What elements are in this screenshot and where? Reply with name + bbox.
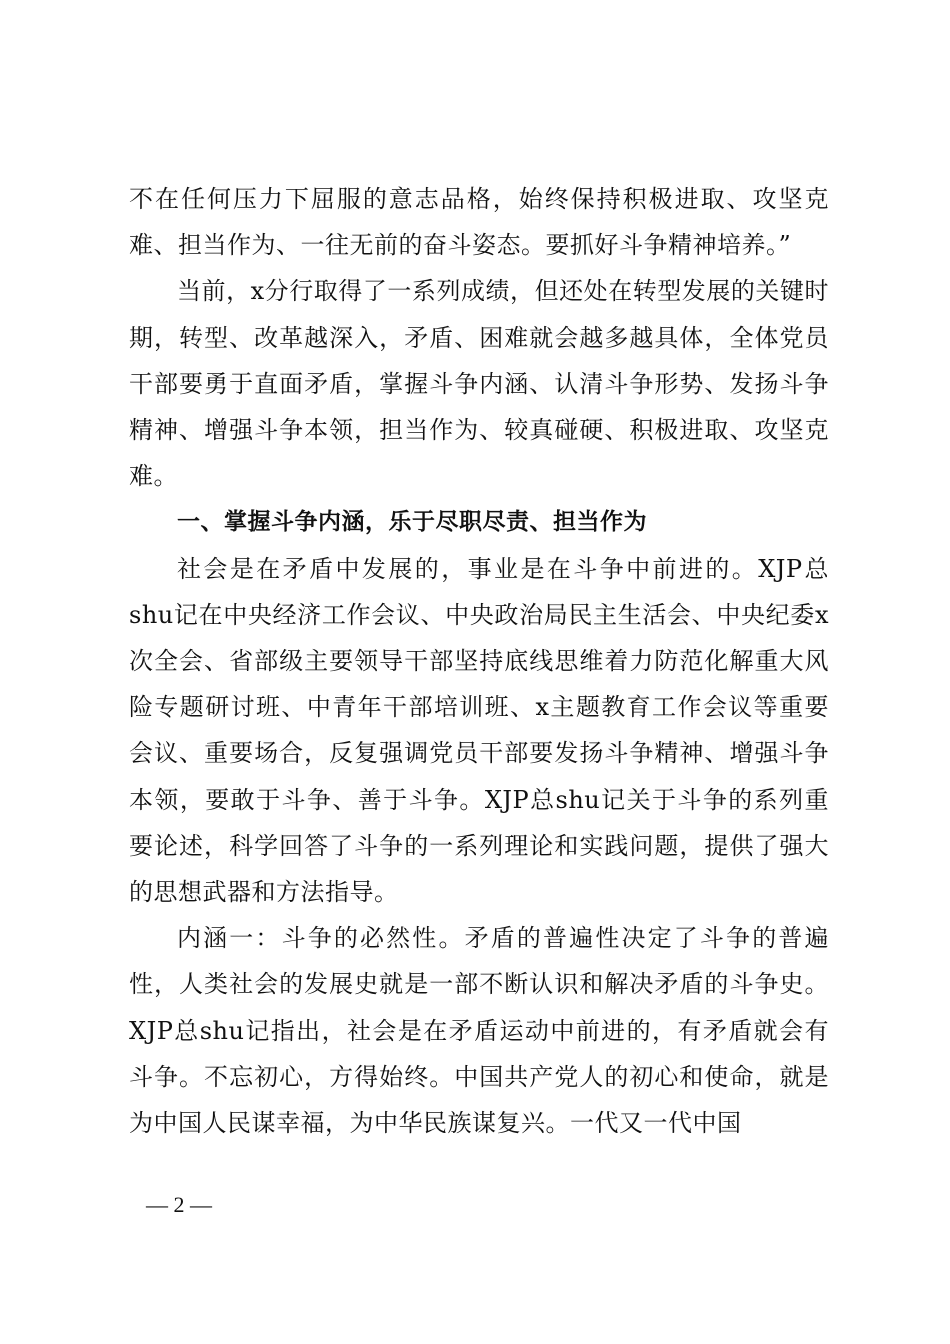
page-number: — 2 — xyxy=(146,1192,212,1217)
section-heading-1: 一、掌握斗争内涵，乐于尽职尽责、担当作为 xyxy=(177,509,647,536)
paragraph-connotation-one: 内涵一：斗争的必然性。矛盾的普遍性决定了斗争的普遍性，人类社会的发展史就是一部不断认识和解决矛盾的斗争史。XJP总shu记指出，社会是在矛盾运动中前进的，有矛盾就会有斗争。不忘初心，方得始终。中国共产党人的初心和使命，就是为中国人民谋幸福，为中华民族谋复兴。一代又一代中国 xyxy=(129,924,829,1138)
body-text xyxy=(129,176,829,1146)
paragraph-continuation: 不在任何压力下屈服的意志品格，始终保持积极进取、攻坚克难、担当作为、一往无前的奋斗姿态。要抓好斗争精神培养。” xyxy=(129,185,829,260)
paragraph-society-contradiction: 社会是在矛盾中发展的，事业是在斗争中前进的。XJP总shu记在中央经济工作会议、中央政治局民主生活会、中央纪委x次全会、省部级主要领导干部坚持底线思维着力防范化解重大风险专题研讨班、中青年干部培训班、x主题教育工作会议等重要会议、重要场合，反复强调党员干部要发扬斗争精神、增强斗争本领，要敢于斗争、善于斗争。XJP总shu记关于斗争的系列重要论述，科学回答了斗争的一系列理论和实践问题，提供了强大的思想武器和方法指导。 xyxy=(129,554,829,907)
paragraph-current-situation: 当前，x分行取得了一系列成绩，但还处在转型发展的关键时期，转型、改革越深入，矛盾、困难就会越多越具体，全体党员干部要勇于直面矛盾，掌握斗争内涵、认清斗争形势、发扬斗争精神、增强斗争本领，担当作为、较真碰硬、积极进取、攻坚克难。 xyxy=(129,277,829,491)
